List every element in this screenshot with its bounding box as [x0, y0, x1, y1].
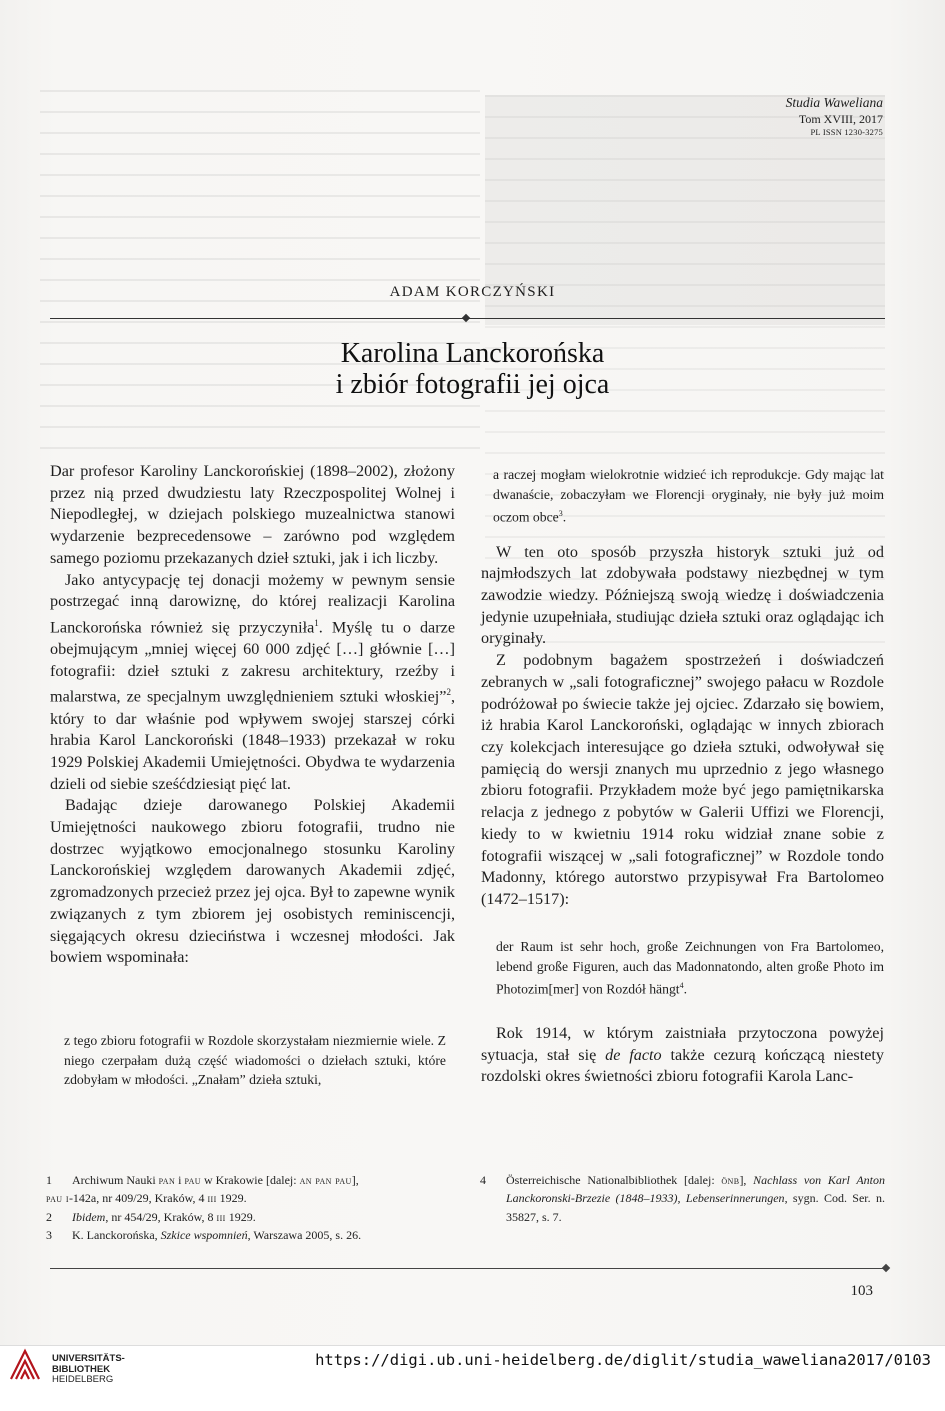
footnote-number: 1	[46, 1173, 52, 1187]
quote-text	[496, 937, 884, 1000]
article-title-line2: i zbiór fotografii jej ojca	[335, 369, 610, 401]
text-run: iii	[216, 1209, 226, 1224]
footnote-ref[interactable]: 2	[446, 687, 451, 698]
text-run: Archiwum Nauki	[72, 1173, 159, 1187]
paragraph: W ten oto sposób przyszła historyk sztuki już od najmłodszych lat zdobywała podstawy niezbędnej w tym zawodzie wiedzy. Późniejszą swoją wiedzę i doświadczenia jedynie uzupełniała, studiując dzieła sztuki oraz oglądając ich oryginały.	[481, 542, 884, 648]
block-quote-continued	[493, 465, 884, 528]
text-run-italic: Szkice wspomnień	[160, 1227, 248, 1242]
text-run: , nr 454/29, Kraków, 8	[105, 1209, 217, 1224]
text-run: der Raum ist sehr hoch, große Zeichnungen von Fra Bartolomeo, lebend große Figuren, auch das Madonnatondo, alten große Photo im Photozim[mer] von Rozdół hängt	[496, 939, 884, 997]
text-run: .	[562, 509, 567, 525]
footnote	[46, 1208, 458, 1226]
text-run: , sygn. Cod. Ser. n. 35827, s. 7.	[506, 1191, 885, 1224]
article-title-line1: Karolina Lanckorońska	[340, 338, 605, 369]
text-run: 1929.	[225, 1209, 256, 1224]
left-column	[50, 461, 455, 969]
footnotes-right	[480, 1171, 885, 1226]
paragraph: Z podobnym bagażem spostrzeżeń i doświadczeń zebranych w „sali fotograficznej” swojego pałacu w Rozdole podróżował po świecie także jej ojciec. Zdarzało się bowiem, iż hrabia Karol Lanckoroński, oglądając w innych zbiorach czy kolekcjach interesujące go dzieła sztuki, odwoływał się pamięcią do wersji znanych mu uprzednio z jego własnego zbioru fotografii. Przykładem może być jego pamiętnikarska relacja z jednego z pobytów w Galerii Uffizi we Florencji, kiedy to w kwietniu 1914 roku widział znane sobie z fotografii wiszącej w „sali fotograficznej” w Rozdole tondo Madonny, którego autorstwo przypisywał Fra Bartolomeo (1472–1517):	[481, 651, 884, 908]
paragraph	[50, 570, 455, 796]
bottom-diamond-icon	[882, 1264, 890, 1272]
paragraph	[481, 1023, 884, 1088]
footnote	[480, 1171, 885, 1226]
journal-volume: Tom XVIII, 2017	[798, 111, 883, 126]
text-run: , Warszawa 2005, s. 26.	[247, 1227, 362, 1242]
text-run: iii	[207, 1191, 217, 1206]
footnote-ref[interactable]: 3	[558, 509, 563, 519]
journal-title: Studia Waweliana	[785, 95, 883, 110]
journal-header	[786, 95, 883, 138]
text-run: ],	[351, 1173, 359, 1187]
right-column	[481, 465, 884, 911]
footnote	[46, 1226, 458, 1244]
footnote-text	[64, 1171, 458, 1189]
text-run: także cezurą kończącą niestety rozdolski okres świetności zbioru fotografii Karola Lanc-	[481, 1045, 884, 1086]
library-name-line: BIBLIOTHEK	[52, 1363, 111, 1375]
text-run: i	[175, 1173, 185, 1187]
paragraph: Dar profesor Karoliny Lanckorońskiej (1898–2002), złożony przez nią przed dwudziestu laty Rzeczpospolitej Wolnej i Niepodległej, w dziejach polskiego muzealnictwa stanowi wydarzenie bezprecedensowe – zarówno pod względem samego poziomu przekazanych dzieł sztuki, jak i ich liczby.	[50, 462, 455, 567]
library-name-line: HEIDELBERG	[52, 1374, 114, 1385]
text-run: , który to dar właśnie pod wpływem swojej starszej córki hrabia Karol Lanckoroński (1848–1933) przekazał w roku 1929 Polskiej Akademii Umiejętności. Obydwa te wydarzenia dzieli od siebie sześćdziesiąt pięć lat.	[50, 687, 455, 793]
text-run: an pan pau	[299, 1173, 352, 1187]
article-title	[0, 338, 945, 401]
text-run-italic: Nachlass von Karl Anton Lanckoronski-Brzezie (1848–1933), Lebenserinnerungen	[506, 1173, 886, 1206]
text-run: pan	[158, 1173, 176, 1187]
text-run: pau i	[46, 1191, 69, 1206]
footnote-text	[498, 1171, 885, 1226]
footnote-number: 2	[46, 1209, 52, 1224]
text-run: Jako antycypację tej donacji możemy w pewnym sensie postrzegać inną darowiznę, do której realizacji Karolina Lanckorońska również się przyczyniła	[50, 570, 455, 637]
paragraph: Badając dzieje darowanego Polskiej Akademii Umiejętności naukowego zbioru fotografii, trudno nie dostrzec wyjątkowo emocjonalnego stosunku Karoliny Lanckorońskiej względem darowanych Akademii zdjęć, zgromadzonych przecież przez jej ojca. Był to zapewne wynik związanych z tym zbiorem jej osobistych reminiscencji, sięgających okresu dzieciństwa i wczesnej młodości. Jak bowiem wspominała:	[50, 796, 455, 967]
text-run: 1929.	[216, 1191, 247, 1206]
journal-issn: PL ISSN 1230-3275	[810, 126, 883, 137]
bottom-divider	[50, 1268, 885, 1269]
text-run: -142a, nr 409/29, Kraków, 4	[68, 1191, 208, 1206]
document-url[interactable]: https://digi.ub.uni-heidelberg.de/diglit/studia_waweliana2017/0103	[315, 1351, 931, 1369]
page-number: 103	[850, 1283, 873, 1299]
text-run-italic: de facto	[605, 1045, 662, 1064]
text-run: ],	[739, 1173, 754, 1187]
text-run: .	[683, 981, 688, 997]
footnote-continued	[46, 1189, 458, 1207]
footnote-text	[64, 1226, 458, 1244]
footnote-ref[interactable]: 4	[679, 981, 684, 991]
block-quote-german	[496, 937, 884, 1000]
text-run-italic: Ibidem	[72, 1209, 106, 1224]
text-run: a raczej mogłam wielokrotnie widzieć ich reprodukcje. Gdy mając lat dwanaście, zobaczyłam we Florencji oryginały, nie były już moim oczom obce	[493, 467, 884, 525]
library-name-line: UNIVERSITÄTS-	[52, 1353, 125, 1364]
article-author: ADAM KORCZYŃSKI	[389, 284, 556, 300]
footnote-number: 3	[46, 1227, 52, 1242]
footnote-number: 4	[480, 1173, 486, 1187]
text-run: pau	[184, 1173, 201, 1187]
footnote	[46, 1171, 458, 1189]
footnotes-left	[46, 1171, 458, 1244]
library-logo-icon[interactable]	[8, 1348, 42, 1382]
text-run: . Myślę tu o darze obejmującym „mniej więcej 60 000 zdjęć […] głównie […] fotografii: dzieł sztuki z zakresu architektury, rzeźby i malarstwa, ze specjalnym uwzględnieniem sztuki włoskiej”	[50, 618, 456, 706]
text-run: K. Lanckorońska,	[72, 1227, 161, 1242]
right-column-bottom	[481, 1023, 884, 1088]
text-run: w Krakowie [dalej:	[200, 1173, 300, 1187]
library-name[interactable]	[52, 1354, 125, 1386]
text-run: önb	[721, 1173, 740, 1187]
footnote-ref[interactable]: 1	[314, 617, 319, 628]
block-quote	[64, 1031, 446, 1090]
text-run: Rok 1914, w którym zaistniała przytoczona powyżej sytuacja, stał się	[481, 1024, 884, 1064]
quote-text: z tego zbioru fotografii w Rozdole skorzystałam niezmiernie wiele. Z niego czerpałam dużą część wiadomości o dziełach sztuki, które zdobyłam w młodości. „Znałam” dzieła sztuki,	[64, 1033, 446, 1088]
text-run: Österreichische Nationalbibliothek [dalej:	[506, 1173, 722, 1187]
footnote-text	[64, 1208, 458, 1226]
